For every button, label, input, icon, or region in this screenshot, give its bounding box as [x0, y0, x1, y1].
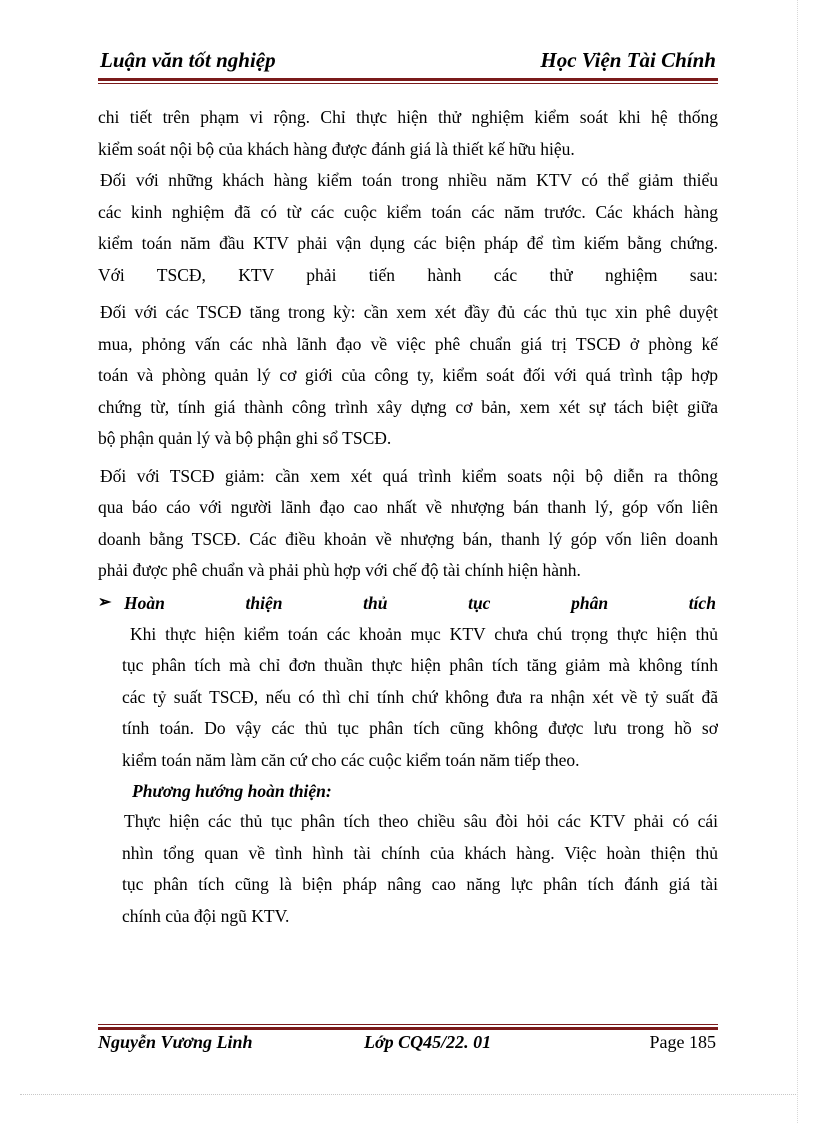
footer-rule-thin: [98, 1024, 718, 1025]
text-line: Đối với TSCĐ giảm: cần xem xét quá trình kiểm soats nội bộ diễn ra thông: [100, 465, 718, 486]
text-line: chứng từ, tính giá thành công trình xây dựng cơ bản, xem xét sự tách biệt giữa: [98, 396, 718, 417]
text-line: toán và phòng quản lý cơ giới của công ty, kiểm soát đối với quá trình tập hợp: [98, 365, 718, 385]
subheading-improvement-direction: Phương hướng hoàn thiện:: [132, 781, 332, 801]
text-line: Đối với các TSCĐ tăng trong kỳ: cần xem xét đầy đủ các thủ tục xin phê duyệt: [100, 302, 718, 322]
header-institution: Học Viện Tài Chính: [540, 48, 716, 72]
text-line: tục phân tích cũng là biện pháp nâng cao năng lực phân tích đánh giá tài: [122, 874, 718, 894]
text-line: tính toán. Do vậy các thủ tục phân tích cũng không được lưu trong hồ sơ: [122, 718, 718, 738]
paragraph-analytical-procedures: [122, 619, 718, 777]
footer-page-number: Page 185: [649, 1032, 716, 1052]
page-header: [98, 44, 718, 76]
text-line: phải được phê chuẩn và phải phù hợp với chế độ tài chính hiện hành.: [98, 560, 581, 580]
text-line: Với TSCĐ, KTV phải tiến hành các thử nghiệm sau:: [98, 264, 718, 285]
text-line: kiểm soát nội bộ của khách hàng được đánh giá là thiết kế hữu hiệu.: [98, 138, 575, 159]
section-heading: [98, 587, 718, 619]
text-line: chính của đội ngũ KTV.: [122, 905, 290, 926]
page-edge-marker: [20, 1094, 796, 1095]
paragraph-asset-decrease: [98, 461, 718, 587]
text-line: Khi thực hiện kiểm toán các khoản mục KTV chưa chú trọng thực hiện thủ: [130, 623, 718, 644]
page-body: [98, 102, 718, 932]
text-line: mua, phỏng vấn các nhà lãnh đạo về việc phê chuẩn giá trị TSCĐ ở phòng kế: [98, 333, 718, 354]
paragraph-control-tests: [98, 102, 718, 291]
page-footer: [98, 1032, 718, 1058]
text-line: Đối với những khách hàng kiểm toán trong nhiều năm KTV có thể giảm thiểu: [100, 170, 718, 190]
header-rule-thick: [98, 78, 718, 81]
text-line: chi tiết trên phạm vi rộng. Chỉ thực hiện thử nghiệm kiểm soát khi hệ thống: [98, 107, 718, 127]
heading-word: thủ: [363, 592, 388, 613]
footer-author: Nguyễn Vương Linh: [98, 1032, 253, 1052]
text-line: tục phân tích mà chỉ đơn thuần thực hiện phân tích tăng giảm mà không tính: [122, 655, 718, 675]
footer-rule-thick: [98, 1027, 718, 1030]
header-rule-thin: [98, 83, 718, 84]
text-line: các tỷ suất TSCĐ, nếu có thì chỉ tính chứ không đưa ra nhận xét về tỷ suất đã: [122, 686, 718, 707]
arrow-bullet-icon: ➢: [98, 593, 112, 611]
page-edge-marker-vertical: [797, 0, 798, 1123]
paragraph-improvement: [122, 806, 718, 932]
text-line: bộ phận quản lý và bộ phận ghi sổ TSCĐ.: [98, 428, 392, 448]
header-thesis-title: Luận văn tốt nghiệp: [100, 48, 276, 72]
heading-word: Hoàn: [124, 592, 165, 613]
text-line: các kinh nghiệm đã có từ các cuộc kiểm toán các năm trước. Các khách hàng: [98, 201, 718, 222]
footer-class: Lớp CQ45/22. 01: [364, 1032, 492, 1052]
heading-word: phân: [571, 592, 609, 613]
text-line: kiểm toán năm làm căn cứ cho các cuộc kiểm toán năm tiếp theo.: [122, 749, 580, 770]
text-line: qua báo cáo với người lãnh đạo cao nhất về nhượng bán thanh lý, góp vốn liên: [98, 497, 718, 517]
text-line: Thực hiện các thủ tục phân tích theo chiều sâu đòi hỏi các KTV phải có cái: [124, 811, 718, 831]
text-line: kiểm toán năm đầu KTV phải vận dụng các biện pháp để tìm kiếm bằng chứng.: [98, 233, 718, 253]
paragraph-asset-increase: [98, 297, 718, 455]
text-line: doanh bằng TSCĐ. Các điều khoản về nhượng bán, thanh lý góp vốn liên doanh: [98, 528, 718, 549]
heading-word: tích: [688, 592, 716, 613]
heading-word: tục: [468, 592, 491, 613]
heading-word: thiện: [245, 592, 283, 613]
text-line: nhìn tổng quan về tình hình tài chính của khách hàng. Việc hoàn thiện thủ: [122, 842, 718, 863]
